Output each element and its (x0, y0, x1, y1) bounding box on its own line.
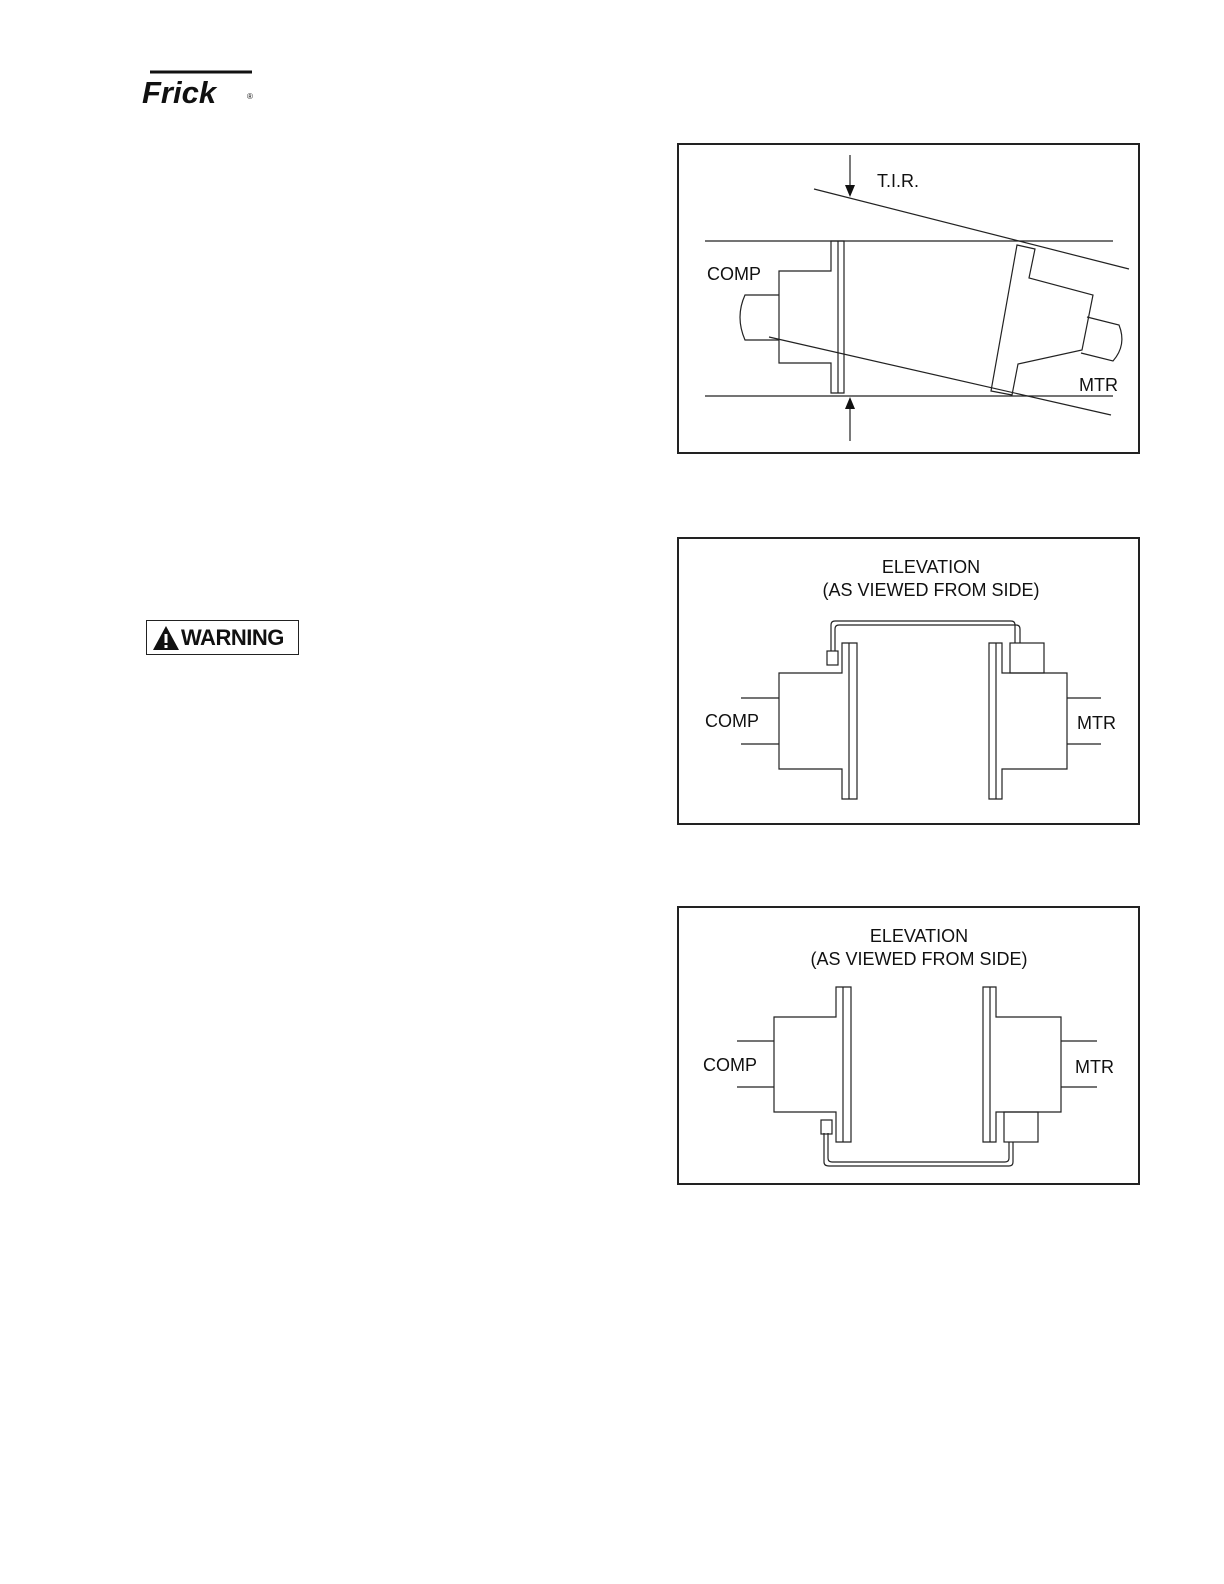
warning-badge (146, 620, 299, 655)
elevation-title: ELEVATION (881, 557, 981, 577)
figure-tir-misalignment (677, 143, 1140, 454)
tir-label: T.I.R. (877, 171, 920, 191)
mtr-label: MTR (1075, 1057, 1114, 1077)
mtr-label: MTR (1077, 713, 1116, 733)
figure-elevation-bottom (677, 906, 1140, 1185)
frick-logo (140, 68, 260, 108)
elevation-subtitle: (AS VIEWED FROM SIDE) (822, 580, 1040, 600)
warning-triangle-icon (152, 625, 180, 651)
elevation-subtitle: (AS VIEWED FROM SIDE) (810, 949, 1028, 969)
registered-mark: ® (247, 92, 253, 101)
comp-label: COMP (707, 264, 761, 284)
warning-label: WARNING (181, 625, 284, 650)
logo-text: Frick (142, 75, 217, 108)
comp-label: COMP (703, 1055, 757, 1075)
comp-label: COMP (705, 711, 759, 731)
mtr-label: MTR (1079, 375, 1118, 395)
elevation-title: ELEVATION (869, 926, 969, 946)
figure-elevation-top (677, 537, 1140, 825)
